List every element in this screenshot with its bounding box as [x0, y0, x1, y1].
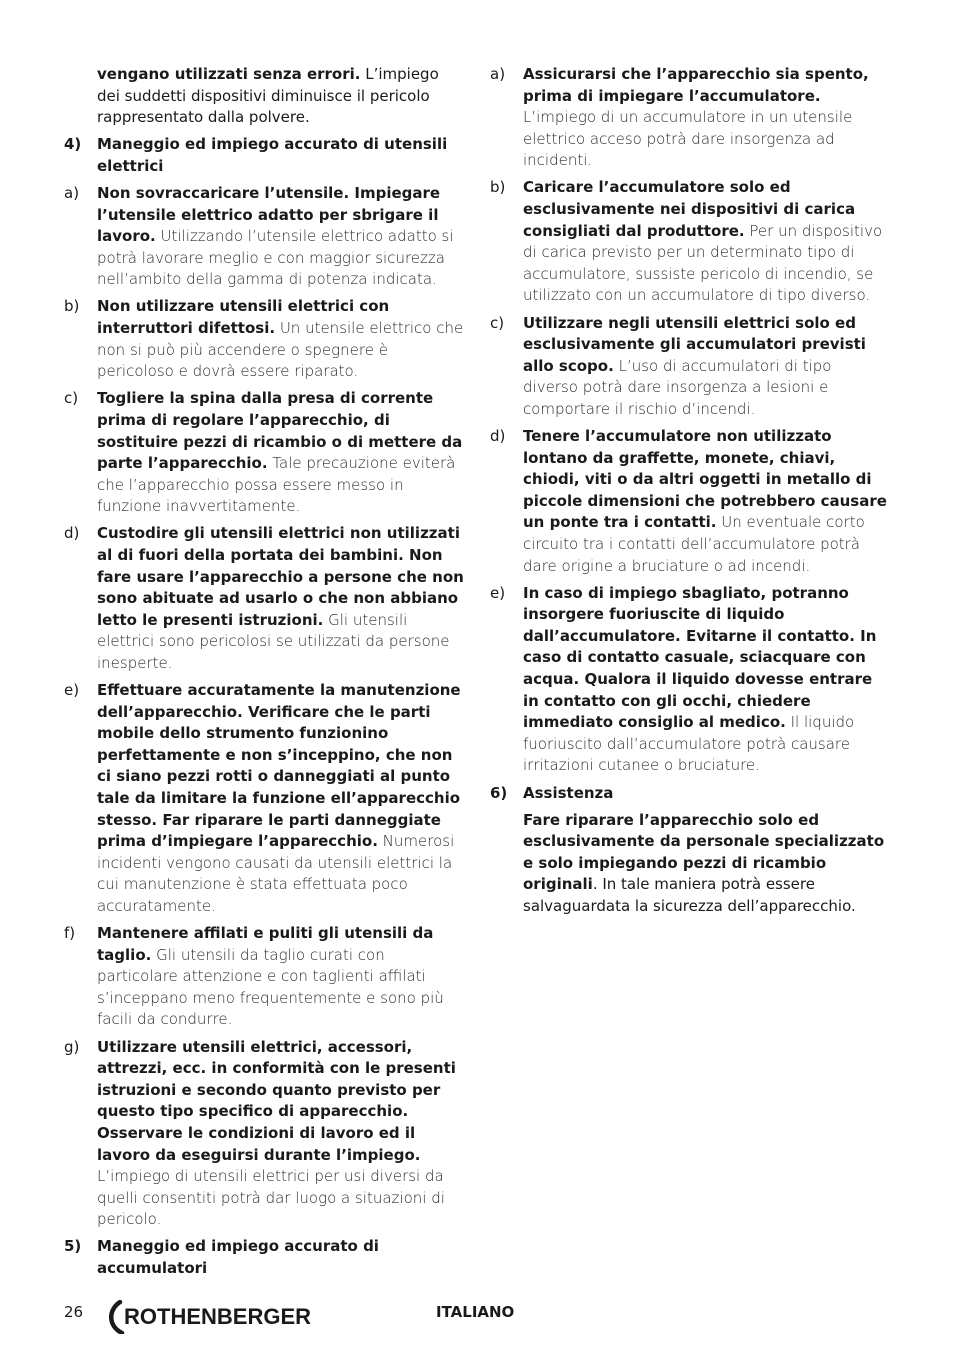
right-column: [490, 64, 890, 923]
section-5-heading: [64, 1236, 466, 1279]
list-item: [490, 64, 890, 172]
item-bold: In caso di impiego sbagliato, potranno insorgere fuoriuscite di liquido dall’accumulatore. Evitarne il contatto. In caso di contatto casuale, sciacquare con acqua. Qualora il liquido dovesse entrare in contatto con gli occhi, chiedere immediato consiglio al medico.: [523, 583, 877, 732]
item-regular: L’impiego di un accumulatore in un utensile elettrico acceso potrà dare insorgenza ad incidenti.: [523, 108, 853, 170]
item-regular: L’impiego di utensili elettrici per usi diversi da quelli consentiti potrà dar luogo a situazioni di pericolo.: [97, 1167, 445, 1229]
item-regular: L’uso di accumulatori di tipo diverso potrà dare insorgenza a lesioni e comportare il rischio d’incendi.: [523, 356, 832, 418]
item-regular: Gli utensili da taglio curati con particolare attenzione e con taglienti affilati s’inceppano meno frequentemente e sono più facili da condurre.: [97, 945, 444, 1029]
item-marker: e): [64, 681, 80, 700]
list-item: [64, 923, 466, 1031]
list-item: [490, 426, 890, 577]
item-marker: e): [490, 583, 506, 602]
item-marker: a): [490, 65, 506, 83]
language-label: ITALIANO: [436, 1303, 515, 1321]
intro-paragraph: [97, 64, 466, 129]
item-bold: Tenere l’accumulatore non utilizzato lontano da graffette, monete, chiavi, chiodi, viti o da altri oggetti in metallo di piccole dimensioni che potrebbero causare un ponte tra i contatti.: [523, 427, 887, 532]
list-item: [490, 313, 890, 421]
item-marker: d): [64, 524, 80, 543]
section-marker: 5): [64, 1237, 82, 1256]
section-6-heading: [490, 783, 890, 805]
list-item: [64, 523, 466, 674]
assistenza-regular: . In tale maniera potrà essere salvaguardata la sicurezza dell’apparecchio.: [523, 875, 856, 915]
item-marker: g): [64, 1037, 80, 1056]
section-marker: 6): [490, 783, 508, 802]
section-title: Assistenza: [523, 783, 614, 802]
item-bold: Caricare l’accumulatore solo ed esclusivamente nei dispositivi di carica consigliati dal produttore.: [523, 178, 856, 240]
item-marker: c): [490, 313, 505, 332]
item-regular: Gli utensili elettrici sono pericolosi se utilizzati da persone inesperte.: [97, 610, 450, 672]
item-marker: b): [490, 178, 506, 197]
item-regular: Un eventuale corto circuito tra i contatti dell’accumulatore potrà dare origine a bruciature o ad incendi.: [523, 513, 865, 575]
item-regular: Il liquido fuoriuscito dall’accumulatore potrà causare irritazioni cutanee o bruciature.: [523, 713, 855, 775]
section-title: Maneggio ed impiego accurato di utensili elettrici: [97, 135, 448, 175]
intro-regular: L’impiego dei suddetti dispositivi diminuisce il pericolo rappresentato dalla polvere.: [97, 65, 439, 127]
item-regular: Utilizzando l’utensile elettrico adatto si potrà lavorare meglio e con maggior sicurezza nell’ambito della gamma di potenza indicata.: [97, 227, 454, 289]
list-item: [64, 388, 466, 518]
list-item: [64, 183, 466, 291]
item-bold: Custodire gli utensili elettrici non utilizzati al di fuori della portata dei bambini. Non fare usare l’apparecchio a persone che non sono abituate ad usarlo o che non abbiano letto le presenti istruzioni.: [97, 524, 464, 629]
intro-bold: vengano utilizzati senza errori.: [97, 65, 361, 83]
item-regular: Tale precauzione eviterà che l’apparecchio possa essere messo in funzione inavvertitamente.: [97, 454, 456, 516]
left-column: [64, 64, 466, 1285]
list-item: [490, 177, 890, 307]
section-marker: 4): [64, 135, 82, 154]
item-regular: Numerosi incidenti vengono causati da utensili elettrici la cui manutenzione è stata effettuata poco accuratamente.: [97, 832, 455, 915]
item-marker: d): [490, 427, 506, 445]
item-regular: Un utensile elettrico che non si può più accendere o spegnere è pericoloso e dovrà essere riparato.: [97, 319, 464, 381]
item-bold: Utilizzare utensili elettrici, accessori, attrezzi, ecc. in conformità con le presenti istruzioni e secondo quanto previsto per questo tipo specifico di apparecchio. Osservare le condizioni di lavoro ed il lavoro da eseguirsi durante l’impiego.: [97, 1037, 456, 1164]
item-regular: Per un dispositivo di carica previsto per un determinato tipo di accumulatore, sussiste pericolo di incendio, se utilizzato con un accumulatore di tipo diverso.: [523, 221, 883, 305]
item-bold: Mantenere affilati e puliti gli utensili da taglio.: [97, 924, 434, 964]
item-bold: Non utilizzare utensili elettrici con interruttori difettosi.: [97, 297, 390, 338]
assistenza-paragraph: [523, 810, 890, 918]
list-item: [64, 296, 466, 382]
section-title: Maneggio ed impiego accurato di accumulatori: [97, 1237, 379, 1277]
item-marker: a): [64, 183, 80, 202]
item-bold: Non sovraccaricare l’utensile. Impiegare l’utensile elettrico adatto per sbrigare il lavoro.: [97, 183, 441, 246]
item-bold: Effettuare accuratamente la manutenzione dell’apparecchio. Verificare che le parti mobile dello strumento funzionino perfettamente e non s’inceppino, che non ci siano pezzi rotti o danneggiati al punto tale da limitare la funzione ell’apparecchio stesso. Far riparare le parti danneggiate prima d’impiegare l’apparecchio.: [97, 681, 461, 851]
item-marker: b): [64, 297, 80, 316]
item-marker: c): [64, 389, 79, 408]
item-bold: Togliere la spina dalla presa di corrente prima di regolare l’apparecchio, di sostituire pezzi di ricambio o di mettere da parte l’apparecchio.: [97, 389, 463, 473]
item-bold: Utilizzare negli utensili elettrici solo ed esclusivamente gli accumulatori previsti allo scopo.: [523, 313, 866, 375]
rothenberger-logo: [106, 1300, 346, 1334]
list-item: [64, 680, 466, 918]
section-4-heading: [64, 134, 466, 177]
page-number: 26: [64, 1303, 84, 1321]
list-item: [490, 583, 890, 777]
page-footer: [64, 1300, 890, 1334]
assistenza-bold: Fare riparare l’apparecchio solo ed esclusivamente da personale specializzato e solo impiegando pezzi di ricambio originali: [523, 810, 885, 894]
list-item: [64, 1037, 466, 1231]
item-marker: f): [64, 924, 76, 943]
logo-text: ROTHENBERGER: [124, 1304, 312, 1329]
item-bold: Assicurarsi che l’apparecchio sia spento, prima di impiegare l’accumulatore.: [523, 65, 869, 105]
